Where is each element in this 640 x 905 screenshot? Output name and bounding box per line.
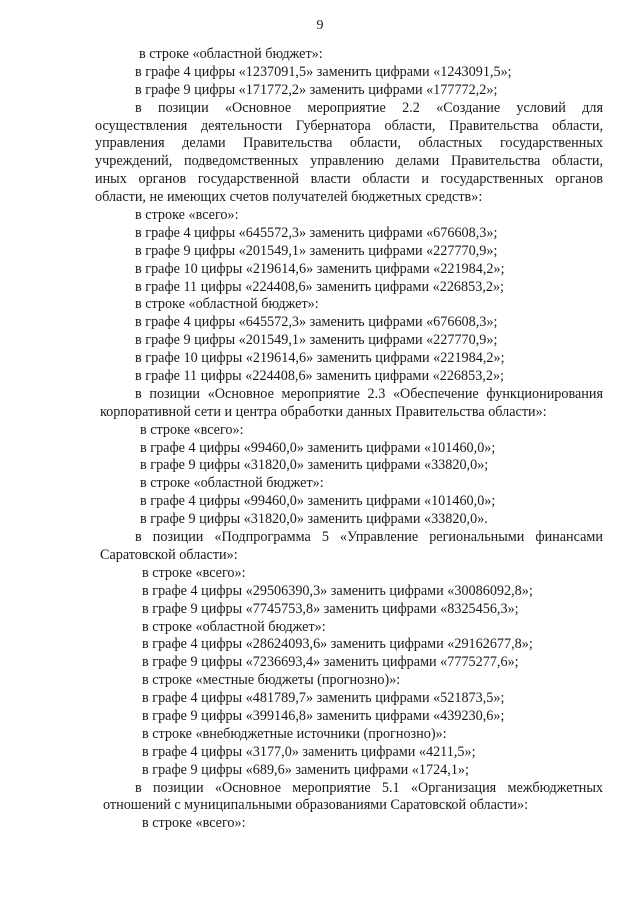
text-line: в строке «всего»: xyxy=(142,815,246,832)
text-line: в позиции «Подпрограмма 5 «Управление региональными финансами xyxy=(135,529,603,546)
text-line: в строке «всего»: xyxy=(135,207,239,224)
text-line: в графе 9 цифры «31820,0» заменить цифрами «33820,0». xyxy=(140,511,488,528)
text-line: Саратовской области»: xyxy=(100,546,238,563)
text-line: в графе 4 цифры «645572,3» заменить цифрами «676608,3»; xyxy=(135,224,498,241)
text-line: в графе 9 цифры «7745753,8» заменить цифрами «8325456,3»; xyxy=(142,600,519,617)
text-line: в графе 9 цифры «31820,0» заменить цифрами «33820,0»; xyxy=(140,457,489,474)
text-line: в графе 4 цифры «99460,0» заменить цифрами «101460,0»; xyxy=(140,439,496,456)
text-line: в строке «всего»: xyxy=(142,564,246,581)
text-line: в графе 4 цифры «29506390,3» заменить цифрами «30086092,8»; xyxy=(142,582,533,599)
text-line: в позиции «Основное мероприятие 2.2 «Создание условий для xyxy=(135,99,603,116)
text-line: в графе 9 цифры «7236693,4» заменить цифрами «7775277,6»; xyxy=(142,654,519,671)
text-line: в позиции «Основное мероприятие 5.1 «Организация межбюджетных xyxy=(135,779,603,796)
text-line: в строке «внебюджетные источники (прогнозно)»: xyxy=(142,725,447,742)
text-line: в графе 11 цифры «224408,6» заменить цифрами «226853,2»; xyxy=(135,278,504,295)
text-line: в графе 9 цифры «201549,1» заменить цифрами «227770,9»; xyxy=(135,242,498,259)
text-line: в строке «областной бюджет»: xyxy=(142,618,326,635)
text-line: в позиции «Основное мероприятие 2.3 «Обеспечение функционирования xyxy=(135,385,603,402)
text-line: в строке «областной бюджет»: xyxy=(139,46,323,62)
text-line: в графе 9 цифры «171772,2» заменить цифрами «177772,2»; xyxy=(135,81,498,98)
text-line: в строке «местные бюджеты (прогнозно)»: xyxy=(142,672,401,689)
text-line: отношений с муниципальными образованиями Саратовской области»: xyxy=(103,797,529,814)
text-line: в графе 4 цифры «1237091,5» заменить цифрами «1243091,5»; xyxy=(135,63,512,80)
text-line: в строке «областной бюджет»: xyxy=(140,475,324,492)
page-number: 9 xyxy=(316,18,324,33)
text-line: в графе 11 цифры «224408,6» заменить цифрами «226853,2»; xyxy=(135,368,504,385)
text-line: в графе 4 цифры «99460,0» заменить цифрами «101460,0»; xyxy=(140,493,496,510)
text-line: в графе 4 цифры «481789,7» заменить цифрами «521873,5»; xyxy=(142,690,505,707)
text-line: иных органов государственной власти области и государственных органов xyxy=(95,171,603,188)
text-line: в строке «всего»: xyxy=(140,421,244,438)
text-line: в графе 4 цифры «28624093,6» заменить цифрами «29162677,8»; xyxy=(142,636,533,653)
text-line: учреждений, подведомственных управлению делами Правительства области, xyxy=(95,153,603,170)
text-line: в строке «областной бюджет»: xyxy=(135,296,319,313)
text-line: в графе 9 цифры «201549,1» заменить цифрами «227770,9»; xyxy=(135,332,498,349)
text-line: в графе 4 цифры «3177,0» заменить цифрами «4211,5»; xyxy=(142,743,476,760)
text-line: корпоративной сети и центра обработки данных Правительства области»: xyxy=(100,403,547,420)
text-line: в графе 4 цифры «645572,3» заменить цифрами «676608,3»; xyxy=(135,314,498,331)
text-line: в графе 9 цифры «689,6» заменить цифрами «1724,1»; xyxy=(142,761,469,778)
text-line: в графе 10 цифры «219614,6» заменить цифрами «221984,2»; xyxy=(135,350,505,367)
text-line: в графе 10 цифры «219614,6» заменить цифрами «221984,2»; xyxy=(135,260,505,277)
text-line: управления делами Правительства области, областных государственных xyxy=(95,135,603,152)
document-body xyxy=(95,46,603,833)
text-line: области, не имеющих счетов получателей бюджетных средств»: xyxy=(95,189,483,206)
text-line: осуществления деятельности Губернатора области, Правительства области, xyxy=(95,117,603,134)
text-line: в графе 9 цифры «399146,8» заменить цифрами «439230,6»; xyxy=(142,707,505,724)
